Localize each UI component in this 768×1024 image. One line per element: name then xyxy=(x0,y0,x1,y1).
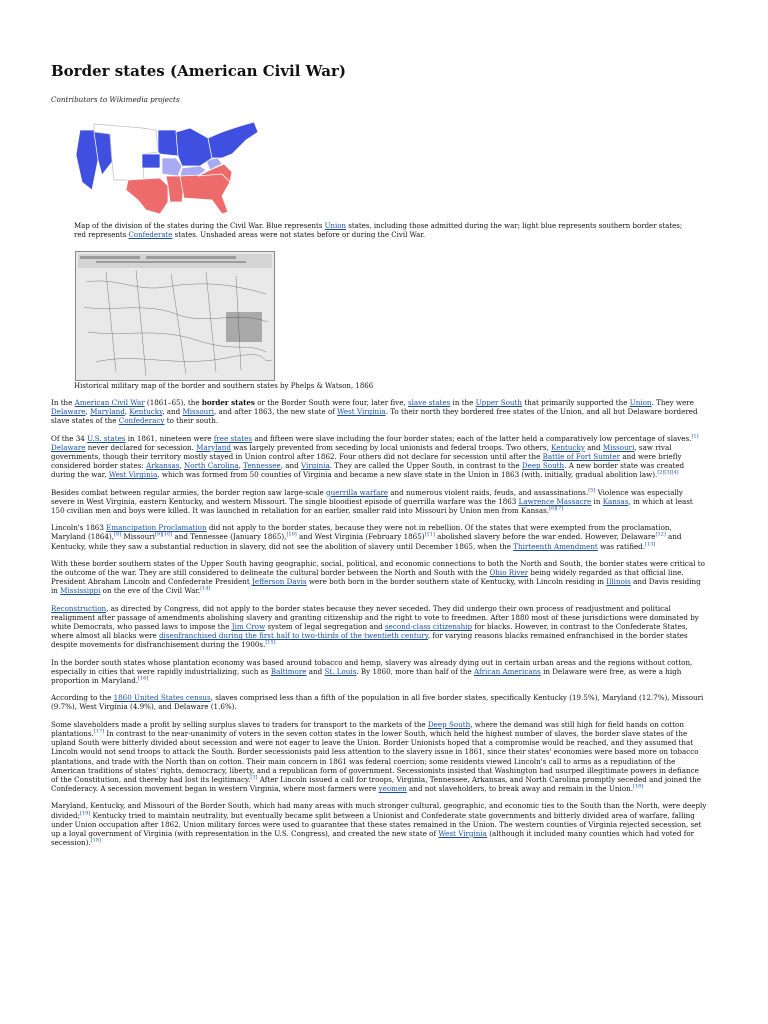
text-run: states. Unshaded areas were not states before or during the Civil War. xyxy=(172,231,426,239)
citation-link[interactable]: [18] xyxy=(632,783,644,790)
text-run: in 1861, nineteen were xyxy=(125,433,214,443)
text-run: or the Border South were four, later five, xyxy=(254,398,408,407)
wiki-link[interactable]: Maryland xyxy=(90,407,125,417)
wiki-link[interactable]: Missouri xyxy=(182,407,214,417)
text-run: in Delaware were free, as were a high proportion in Maryland. xyxy=(51,666,682,686)
bold-text: border states xyxy=(201,398,255,407)
paragraph xyxy=(51,523,707,551)
paragraph xyxy=(51,604,707,650)
text-run: was ratified. xyxy=(597,541,646,551)
wiki-link[interactable]: St. Louis xyxy=(324,666,357,676)
text-run: , in which at least 150 civilian men and boys were killed. It was launched in retaliation for an earlier, smaller raid into Missouri by Union men from Kansas. xyxy=(51,496,693,516)
paragraph xyxy=(51,658,707,686)
wiki-link[interactable]: yeomen xyxy=(378,784,407,794)
citation-link[interactable]: [16] xyxy=(138,675,149,682)
citation-link[interactable]: [14] xyxy=(200,586,211,593)
text-run: and not slaveholders, to break away and remain in the Union. xyxy=(406,784,633,794)
map-region-minnesota-iowa xyxy=(158,130,178,156)
text-run: in xyxy=(591,496,603,506)
text-run: did not apply to the border states, because they were not in rebellion. Of the states that were exempted from the proclamation, Maryland (1864), xyxy=(51,523,672,542)
text-run: and West Virginia (February 1865) xyxy=(296,532,425,542)
wiki-link[interactable]: slave states xyxy=(407,398,451,407)
text-run: , xyxy=(179,461,185,471)
text-run: , which was formed from 50 counties of Virginia and became a new slave state in the Union in 1863 (with, initially, gradual abolition law). xyxy=(157,470,658,480)
text-run: Besides combat between regular armies, the border region saw large-scale xyxy=(51,487,327,497)
text-run: and were briefly considered border states: xyxy=(51,452,682,471)
paragraph xyxy=(51,801,707,847)
map-region-missouri xyxy=(162,158,182,176)
text-run: and xyxy=(584,442,603,452)
wiki-link[interactable]: North Carolina xyxy=(184,461,239,471)
citation-link[interactable]: [1] xyxy=(691,433,699,440)
map-region-deep-south xyxy=(180,174,230,214)
wiki-link[interactable]: Deep South xyxy=(521,461,565,471)
text-run: , xyxy=(124,407,130,417)
paragraph xyxy=(51,693,707,711)
text-run: to their south. xyxy=(164,416,219,426)
text-run: on the eve of the Civil War. xyxy=(100,586,201,596)
wiki-link[interactable]: West Virginia xyxy=(108,470,158,480)
text-run: and Kentucky, while they saw a substantial reduction in slavery, did not see the abolition of slavery until December 1865, when the xyxy=(51,532,682,551)
text-run: , for varying reasons blacks remained enfranchised in the border states despite movements for disfranchisement during the 1900s. xyxy=(51,631,688,650)
text-run: In contrast to the near-unanimity of voters in the seven cotton states in the lower South, which held the highest number of slaves, the border slave states of the upland South were bitterly divided about secession and were not eager to leave the Union. Border Unionists hoped that a compromise would be reached, and they assumed that Lincoln would not send troops to attack the South. Border secessionists paid less attention to the slavery issue in 1861, since their states' economies were based more on tobacco plantations, and trade with the North than on cotton. Their main concern in 1861 was federal coercion; some residents viewed Lincoln's call to arms as a repudiation of the American traditions of states' rights, democracy, liberty, and a republican form of government. Secessionists insisted that Washington had usurped illegitimate powers in defiance of the Constitution, and thereby had lost its legitimacy. xyxy=(51,728,699,784)
text-run: With these border southern states of the Upper South having geographic, social, political, and economic connections to both the North and South, the border states were critical to the outcome of the war. They are still considered to delineate the cultural border between the North and South with the xyxy=(51,558,705,578)
paragraph xyxy=(51,488,707,516)
civil-war-states-map xyxy=(72,120,262,215)
wiki-link[interactable]: Maryland xyxy=(196,442,231,452)
wiki-link[interactable]: Battle of Fort Sumter xyxy=(542,452,621,462)
paragraph xyxy=(51,559,707,596)
wiki-link[interactable]: Upper South xyxy=(475,398,522,407)
text-run: for blacks. However, in contrast to the Confederate States, where almost all blacks were xyxy=(51,622,688,641)
text-run: in the xyxy=(450,398,476,407)
wiki-link[interactable]: Delaware xyxy=(51,407,86,417)
text-run: . To their north they bordered free states of the Union, and all but Delaware bordered slave states of the xyxy=(51,407,698,426)
article-body xyxy=(51,398,707,855)
citation-link[interactable]: [13] xyxy=(645,541,656,548)
citation-link[interactable]: [15] xyxy=(265,640,276,647)
text-run: . A new border state was created during the war, xyxy=(51,461,685,480)
text-run: never declared for secession. xyxy=(85,442,197,452)
wiki-link[interactable]: Union xyxy=(629,398,652,407)
text-run: Lincoln's 1863 xyxy=(51,523,107,533)
wiki-link[interactable]: West Virginia xyxy=(438,828,487,838)
map-region-kansas xyxy=(142,154,160,168)
wiki-link[interactable]: free states xyxy=(213,433,253,443)
citation-link[interactable]: [3] xyxy=(250,774,258,781)
wiki-link[interactable]: Missouri xyxy=(602,442,635,452)
wiki-link[interactable]: Tennessee xyxy=(243,461,281,471)
figure-1-caption xyxy=(74,222,694,240)
wiki-link[interactable]: Ohio River xyxy=(489,568,529,578)
text-run: , where the demand was still high for field hands on cotton plantations. xyxy=(51,719,684,738)
citation-link[interactable]: [6][7] xyxy=(549,505,564,512)
map-region-northeast xyxy=(208,122,258,158)
text-run: and xyxy=(306,666,325,676)
text-run: Some slaveholders made a profit by selling surplus slaves to traders for transport to the markets of the xyxy=(51,719,428,729)
text-run: Maryland, Kentucky, and Missouri of the Border South, which had many areas with much stronger cultural, geographic, and economic ties to the South than the North, were deeply divided; xyxy=(51,801,707,820)
text-run: system of legal segregation and xyxy=(265,622,386,632)
text-run: . By 1860, more than half of the xyxy=(356,666,474,676)
text-run: Violence was especially severe in West Virginia, eastern Kentucky, and western Missouri. The single bloodiest episode of guerrilla warfare was the 1863 xyxy=(51,487,683,506)
text-run: , xyxy=(85,407,91,417)
text-run: Of the 34 xyxy=(51,433,88,443)
wiki-link[interactable]: 1860 United States census xyxy=(113,693,211,703)
text-run: was largely prevented from seceding by local unionists and federal troops. Two others, xyxy=(230,442,552,452)
wiki-link[interactable]: Mississippi xyxy=(60,586,101,596)
wiki-link[interactable]: Kansas xyxy=(602,496,629,506)
text-run: . They are called the Upper South, in contrast to the xyxy=(329,461,522,471)
wiki-link[interactable]: Illinois xyxy=(606,577,631,587)
text-run: , as directed by Congress, did not apply to the border states because they never seceded. They did undergo their own process of readjustment and political realignment after passage of amendments abolishing slavery and granting citizenship and the right to vote to freedmen. After 1880 most of these jurisdictions were dominated by white Democrats, who passed laws to impose the xyxy=(51,603,699,632)
paragraph xyxy=(51,398,707,426)
text-run: According to the xyxy=(51,693,114,703)
text-run: that primarily supported the xyxy=(521,398,630,407)
citation-link[interactable]: [2][3][4] xyxy=(657,470,679,477)
wiki-link[interactable]: Thirteenth Amendment xyxy=(513,541,598,551)
wiki-link[interactable]: second-class citizenship xyxy=(385,622,473,632)
citation-link[interactable]: [17] xyxy=(93,728,105,735)
citation-link[interactable]: [19] xyxy=(79,810,91,817)
map-region-texas xyxy=(126,178,168,214)
wiki-link[interactable]: Baltimore xyxy=(270,666,307,676)
text-run: In the border south states whose plantation economy was based around tobacco and hemp, slavery was already dying out in certain urban areas and the regions without cotton, especially in cities that were rapidly industrializing, such as xyxy=(51,657,693,676)
byline: Contributors to Wikimedia projects xyxy=(51,95,180,104)
citation-link[interactable]: [11] xyxy=(424,532,435,539)
text-run: , slaves comprised less than a fifth of the population in all five border states, specifically Kentucky (19.5%), Maryland (12.7%), Missouri (9.7%), West Virginia (4.9%), and Delaware (1.6%). xyxy=(51,693,704,712)
text-run: (although it included many counties which had voted for secession). xyxy=(51,828,695,848)
text-run: In the xyxy=(51,398,75,407)
wiki-link[interactable]: Deep South xyxy=(427,719,471,729)
wiki-link[interactable]: U.S. states xyxy=(87,433,126,443)
wiki-link[interactable]: Delaware xyxy=(51,442,86,452)
wiki-link[interactable]: Kentucky xyxy=(129,407,163,417)
figure-2-caption xyxy=(74,382,694,390)
wiki-link[interactable]: Arkansas xyxy=(146,461,180,471)
wiki-link[interactable]: Jim Crow xyxy=(231,622,266,632)
text-run: . They were xyxy=(651,398,694,407)
text-run: abolished slavery before the war ended. However, Delaware xyxy=(434,532,656,542)
citation-link[interactable]: [10] xyxy=(286,532,297,539)
text-run: states, including those admitted during the war; light blue represents southern border states; red represents xyxy=(74,222,683,239)
wiki-link[interactable]: West Virginia xyxy=(337,407,386,417)
text-run: , and xyxy=(280,461,302,471)
wiki-link[interactable]: guerrilla warfare xyxy=(326,487,388,497)
wiki-link[interactable]: Confederate xyxy=(128,231,173,239)
text-run: , and after 1863, the new state of xyxy=(213,407,338,417)
citation-link[interactable]: [18] xyxy=(90,837,101,844)
wiki-link[interactable]: American Civil War xyxy=(74,398,145,407)
map-region-midwest xyxy=(176,128,212,166)
citation-link[interactable]: [9][10] xyxy=(154,532,173,539)
page-title: Border states (American Civil War) xyxy=(51,62,346,80)
text-run: being widely regarded as that official line. President Abraham Lincoln and Confederate President xyxy=(51,568,684,587)
citation-link[interactable]: [8] xyxy=(114,532,122,539)
text-run: Historical military map of the border and southern states by Phelps & Watson, 1866 xyxy=(74,382,374,390)
text-run: and Davis residing in xyxy=(51,577,701,596)
wiki-link[interactable]: Confederacy xyxy=(118,416,165,426)
wiki-link[interactable]: Virginia xyxy=(301,461,330,471)
historical-military-map xyxy=(75,251,275,381)
wiki-link[interactable]: Emancipation Proclamation xyxy=(106,523,207,533)
text-run: Kentucky tried to maintain neutrality, but eventually became split between a Unionist and Confederate state governments and bitterly divided area of warfare, falling under Union occupation after 1862. Union military forces were used to guarantee that these states remained in the Union. The western counties of Virginia rejected secession, set up a loyal government of Virginia (with representation in the U.S. Congress), and created the new state of xyxy=(51,810,702,838)
text-run: (1861–65), the xyxy=(144,398,202,407)
wiki-link[interactable]: Jefferson Davis xyxy=(251,577,307,587)
wiki-link[interactable]: Union xyxy=(324,222,347,230)
paragraph xyxy=(51,434,707,480)
text-run: After Lincoln issued a call for troops, Virginia, Tennessee, Arkansas, and North Carolina promptly seceded and joined the Confederacy. A secession movement began in western Virginia, where most farmers were xyxy=(51,774,701,794)
wiki-link[interactable]: Lawrence Massacre xyxy=(518,496,592,506)
text-run: , xyxy=(238,461,244,471)
citation-link[interactable]: [12] xyxy=(655,532,666,539)
text-run: Missouri xyxy=(121,532,155,542)
text-run: , saw rival governments, though their territory mostly stayed in Union control after 1862. Four others did not declare for secession until after the xyxy=(51,442,672,462)
text-run: , and xyxy=(162,407,183,417)
wiki-link[interactable]: Kentucky xyxy=(551,442,585,452)
text-run: Map of the division of the states during the Civil War. Blue represents xyxy=(74,222,325,230)
text-run: were both born in the border southern state of Kentucky, with Lincoln residing in xyxy=(306,577,607,587)
wiki-link[interactable]: African Americans xyxy=(473,666,541,676)
text-run: and Tennessee (January 1865), xyxy=(172,532,287,542)
text-run: and fifteen were slave including the four border states; each of the latter held a comparatively low percentage of slaves. xyxy=(252,433,692,443)
wiki-link[interactable]: disenfranchised during the first half to two-thirds of the twentieth century xyxy=(158,631,428,641)
wiki-link[interactable]: Reconstruction xyxy=(51,603,107,613)
text-run: and numerous violent raids, feuds, and assassinations. xyxy=(387,487,589,497)
paragraph xyxy=(51,720,707,794)
citation-link[interactable]: [5] xyxy=(588,487,596,494)
